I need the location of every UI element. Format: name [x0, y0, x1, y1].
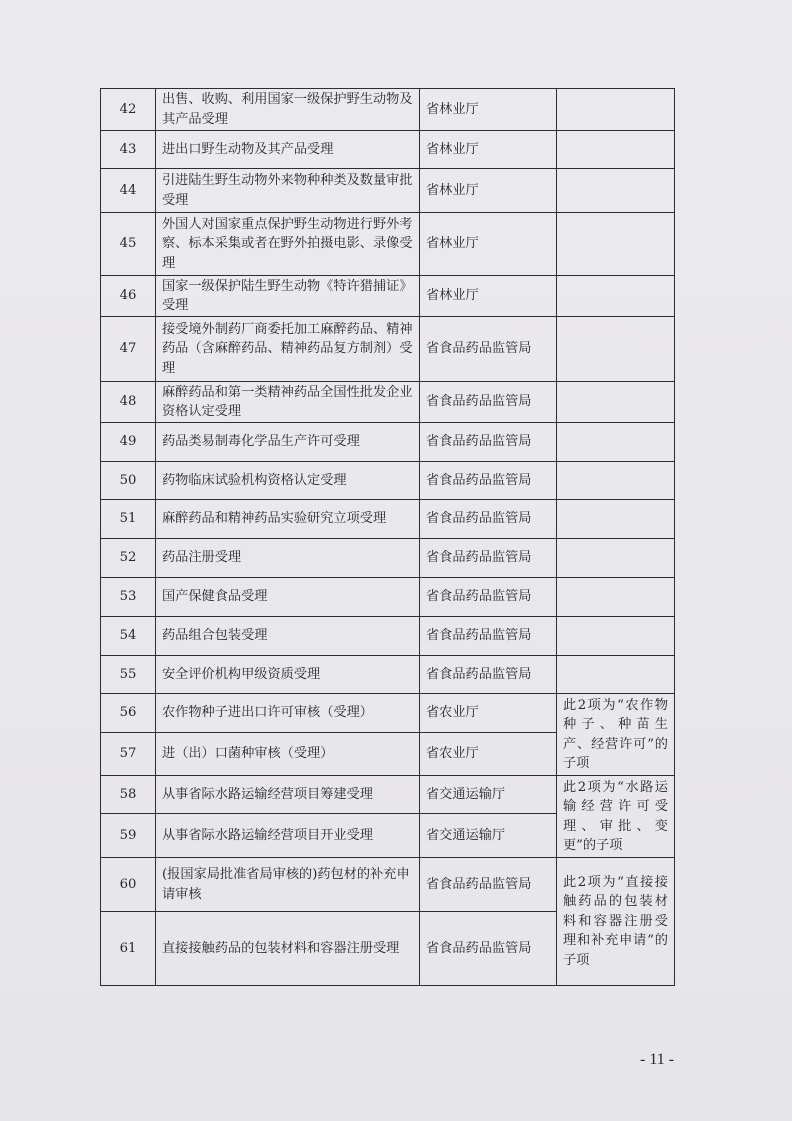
note-cell	[557, 578, 675, 617]
item-name: 药物临床试验机构资格认定受理	[156, 462, 420, 500]
item-name: 麻醉药品和第一类精神药品全国性批发企业资格认定受理	[156, 382, 420, 423]
department: 省食品药品监管局	[420, 578, 557, 617]
item-name: 出售、收购、利用国家一级保护野生动物及其产品受理	[156, 89, 420, 131]
note-cell	[557, 617, 675, 656]
item-name: 药品组合包装受理	[156, 617, 420, 656]
row-number: 44	[101, 169, 156, 213]
item-name: 药品注册受理	[156, 539, 420, 578]
table-row	[101, 213, 675, 276]
note-cell	[557, 382, 675, 423]
department: 省食品药品监管局	[420, 912, 557, 986]
department: 省林业厅	[420, 213, 557, 276]
item-name: 从事省际水路运输经营项目筹建受理	[156, 776, 420, 814]
table-row	[101, 276, 675, 317]
page-number: - 11 -	[640, 1051, 675, 1068]
note-cell	[557, 423, 675, 462]
row-number: 43	[101, 131, 156, 169]
table-row	[101, 169, 675, 213]
item-name: 麻醉药品和精神药品实验研究立项受理	[156, 500, 420, 539]
item-name: 药品类易制毒化学品生产许可受理	[156, 423, 420, 462]
note-cell	[557, 462, 675, 500]
row-number: 46	[101, 276, 156, 317]
row-number: 47	[101, 317, 156, 382]
row-number: 58	[101, 776, 156, 814]
note-cell	[557, 500, 675, 539]
department: 省农业厅	[420, 694, 557, 733]
items-table	[100, 88, 675, 986]
department: 省食品药品监管局	[420, 382, 557, 423]
table-row	[101, 539, 675, 578]
row-number: 48	[101, 382, 156, 423]
department: 省林业厅	[420, 169, 557, 213]
department: 省食品药品监管局	[420, 539, 557, 578]
table-row	[101, 423, 675, 462]
row-number: 52	[101, 539, 156, 578]
item-name: 进（出）口菌种审核（受理）	[156, 733, 420, 776]
department: 省林业厅	[420, 89, 557, 131]
department: 省林业厅	[420, 276, 557, 317]
row-number: 55	[101, 656, 156, 694]
table-row	[101, 858, 675, 912]
table-row	[101, 776, 675, 814]
department: 省食品药品监管局	[420, 500, 557, 539]
item-name: 进出口野生动物及其产品受理	[156, 131, 420, 169]
table-row	[101, 617, 675, 656]
row-number: 61	[101, 912, 156, 986]
row-number: 59	[101, 814, 156, 858]
department: 省食品药品监管局	[420, 423, 557, 462]
table-row	[101, 656, 675, 694]
row-number: 54	[101, 617, 156, 656]
note-cell	[557, 539, 675, 578]
item-name: (报国家局批准省局审核的)药包材的补充申请审核	[156, 858, 420, 912]
department: 省农业厅	[420, 733, 557, 776]
note-cell	[557, 276, 675, 317]
note-58-59: 此2项为“水路运输经营许可受理、审批、变更”的子项	[557, 776, 675, 858]
department: 省交通运输厅	[420, 776, 557, 814]
item-name: 接受境外制药厂商委托加工麻醉药品、精神药品（含麻醉药品、精神药品复方制剂）受理	[156, 317, 420, 382]
row-number: 57	[101, 733, 156, 776]
table-row	[101, 382, 675, 423]
note-cell	[557, 131, 675, 169]
item-name: 外国人对国家重点保护野生动物进行野外考察、标本采集或者在野外拍摄电影、录像受理	[156, 213, 420, 276]
note-cell	[557, 317, 675, 382]
row-number: 53	[101, 578, 156, 617]
department: 省交通运输厅	[420, 814, 557, 858]
item-name: 安全评价机构甲级资质受理	[156, 656, 420, 694]
department: 省食品药品监管局	[420, 656, 557, 694]
item-name: 国产保健食品受理	[156, 578, 420, 617]
row-number: 42	[101, 89, 156, 131]
row-number: 51	[101, 500, 156, 539]
table-row	[101, 694, 675, 733]
note-60-61: 此2项为“直接接触药品的包装材料和容器注册受理和补充申请”的子项	[557, 858, 675, 986]
department: 省林业厅	[420, 131, 557, 169]
table-row	[101, 500, 675, 539]
item-name: 国家一级保护陆生野生动物《特许猎捕证》受理	[156, 276, 420, 317]
note-cell	[557, 169, 675, 213]
row-number: 45	[101, 213, 156, 276]
item-name: 引进陆生野生动物外来物种种类及数量审批受理	[156, 169, 420, 213]
note-56-57: 此2项为“农作物种子、种苗生产、经营许可”的子项	[557, 694, 675, 776]
item-name: 直接接触药品的包装材料和容器注册受理	[156, 912, 420, 986]
table-row	[101, 131, 675, 169]
row-number: 60	[101, 858, 156, 912]
note-cell	[557, 89, 675, 131]
table-row	[101, 317, 675, 382]
row-number: 56	[101, 694, 156, 733]
item-name: 农作物种子进出口许可审核（受理）	[156, 694, 420, 733]
department: 省食品药品监管局	[420, 617, 557, 656]
table-row	[101, 89, 675, 131]
row-number: 50	[101, 462, 156, 500]
row-number: 49	[101, 423, 156, 462]
table-row	[101, 578, 675, 617]
department: 省食品药品监管局	[420, 317, 557, 382]
note-cell	[557, 656, 675, 694]
department: 省食品药品监管局	[420, 462, 557, 500]
note-cell	[557, 213, 675, 276]
department: 省食品药品监管局	[420, 858, 557, 912]
table-row	[101, 462, 675, 500]
item-name: 从事省际水路运输经营项目开业受理	[156, 814, 420, 858]
